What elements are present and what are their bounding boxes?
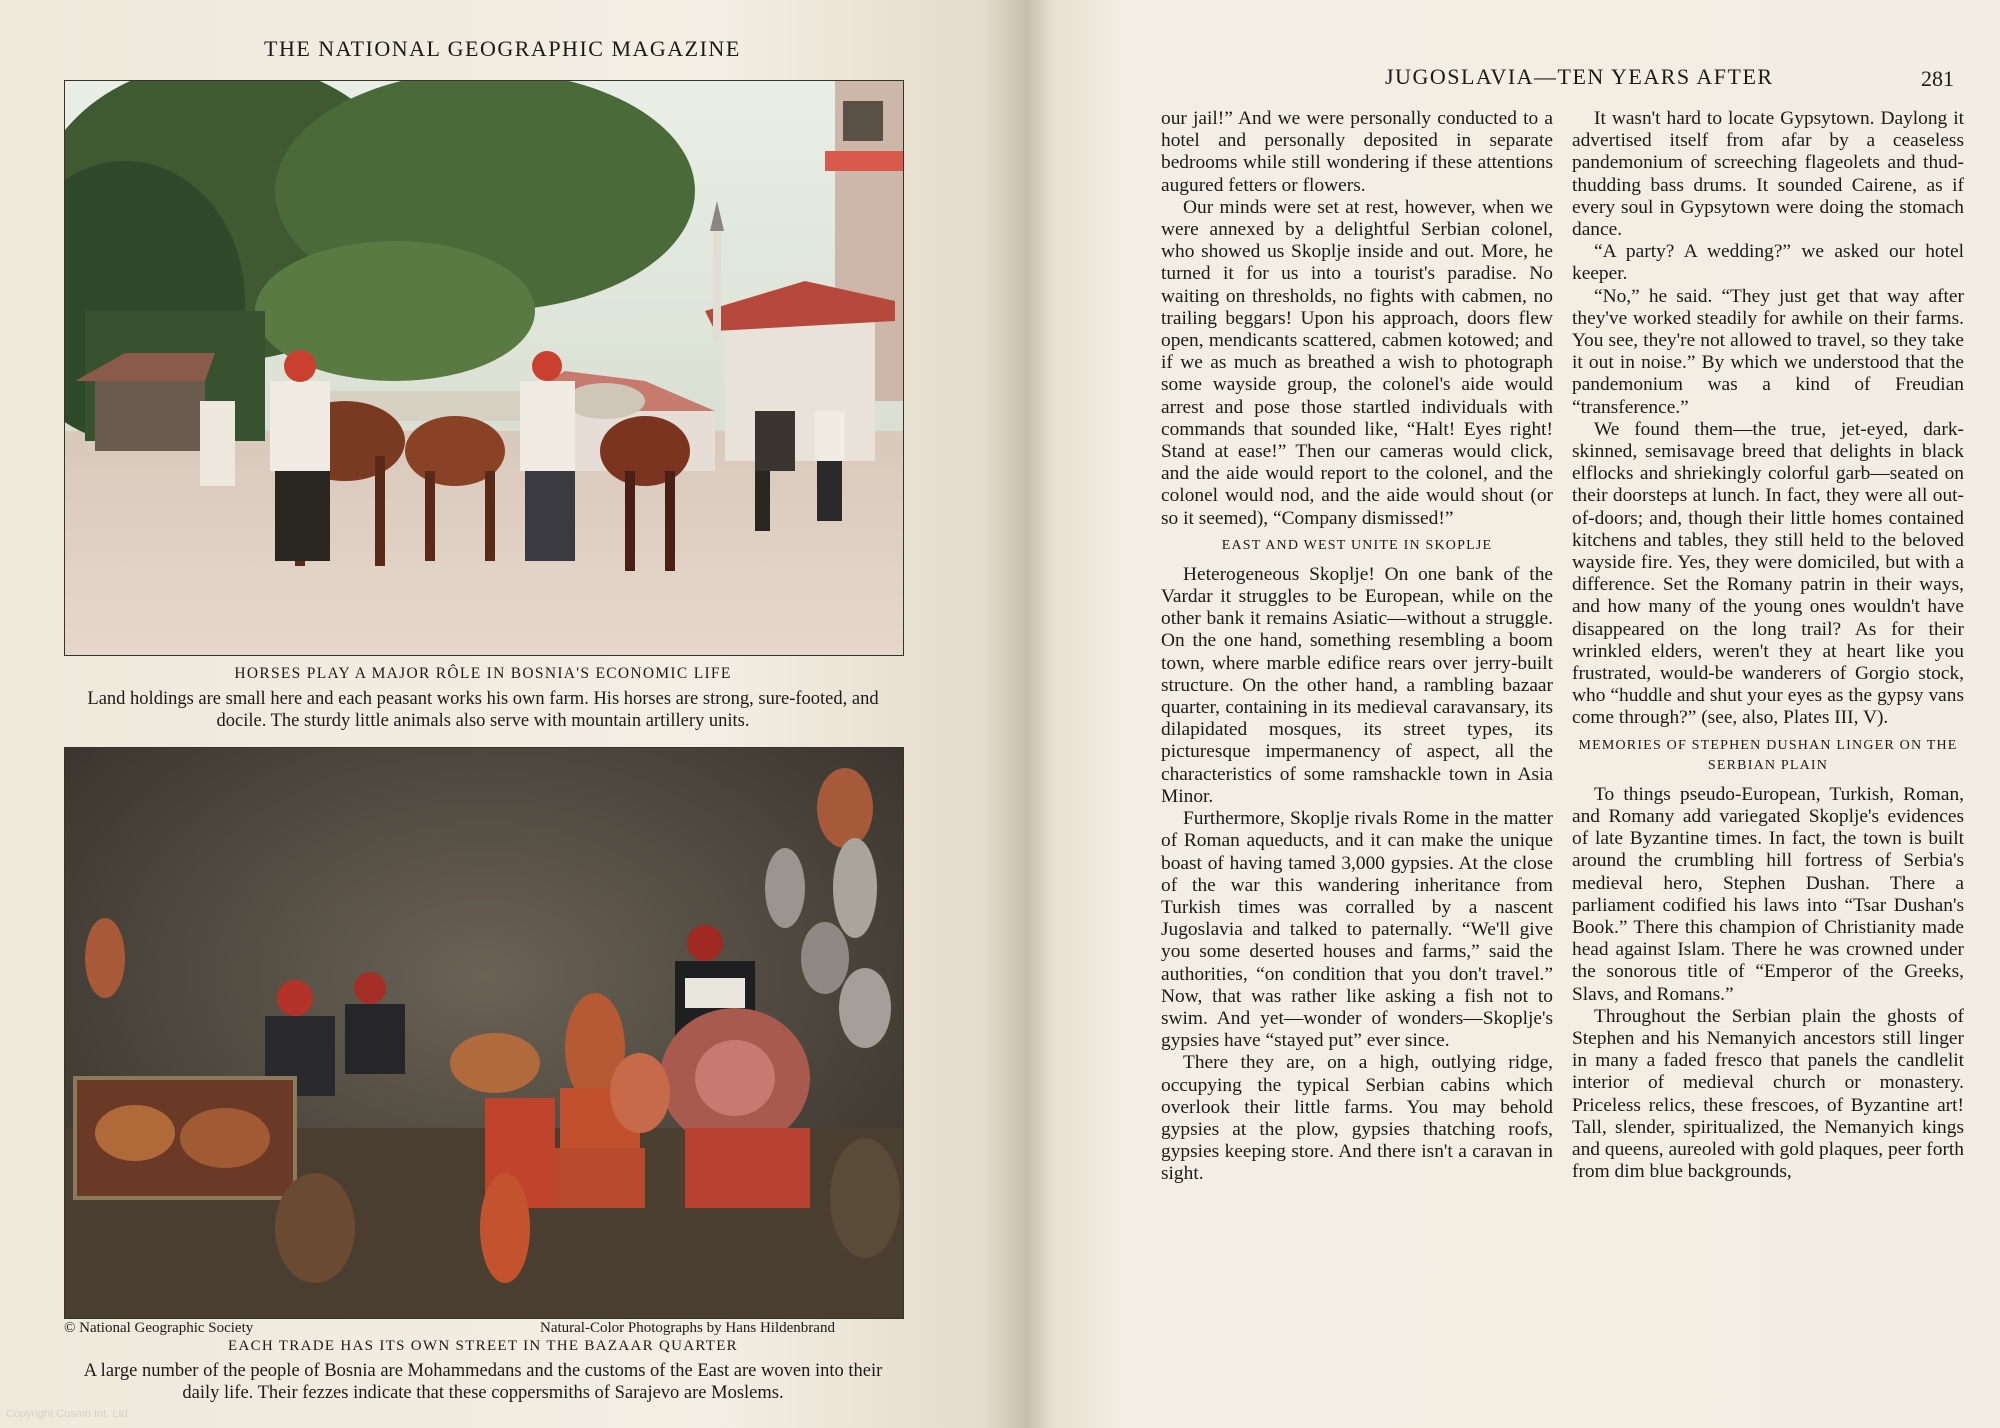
paragraph: “No,” he said. “They just get that way after they've worked steadily for awhile on their farms. You see, they're not allowed to travel, so they take it out in noise.” By which we understood that the pandemonium was a kind of Freudian “transference.” — [1572, 285, 1964, 418]
page-number: 281 — [1921, 66, 1954, 91]
paragraph: To things pseudo-European, Turkish, Roman, and Romany add variegated Skoplje's evidences of late Byzantine times. In fact, the town is built around the crumbling hill fortress of Serbia's medieval hero, Stephen Dushan. There a parliament codified his laws into “Tsar Dushan's Book.” There this champion of Christianity made head against Islam. There he was crowned under the sonorous title of “Emperor of the Greeks, Slavs, and Romans.” — [1572, 783, 1964, 1005]
paragraph: Our minds were set at rest, however, when we were annexed by a delightful Serbian colonel, who showed us Skoplje inside and out. More, he turned it for us into a tourist's paradise. No waiting on thresholds, no fights with cabmen, no trailing beggars! Upon his approach, doors flew open, mendicants scattered, cabmen kotowed; and if we as much as breathed a wish to photograph some wayside group, the colonel's aide would arrest and pose those startled individuals with commands that sounded like, “Halt! Eyes right! Stand at ease!” Then our cameras would click, and the aide would report to the colonel, and the colonel would nod, and the aide would shout (or so it seemed), “Company dismissed!” — [1161, 196, 1553, 529]
photo1-caption-title: HORSES PLAY A MAJOR RÔLE IN BOSNIA'S ECONOMIC LIFE — [234, 665, 732, 682]
text-column-1 — [1161, 108, 1553, 1186]
running-head-left: THE NATIONAL GEOGRAPHIC MAGAZINE — [264, 36, 741, 61]
paragraph: We found them—the true, jet-eyed, dark-skinned, semisavage breed that delights in black elflocks and shriekingly colorful garb—seated on their doorsteps at lunch. In fact, they were all out-of-doors; and, though their little homes contained kitchens and tables, they still held to the beloved wayside fire. Yes, they were domiciled, but with a difference. Set the Romany patrin in their ways, and how many of the young ones wouldn't have disappeared on the long trail? As for their wrinkled elders, weren't they at heart like you frustrated, would-be wanderers of Gorgio stock, who “huddle and shut your eyes as the gypsy vans come through?” (see, also, Plates III, V). — [1572, 418, 1964, 729]
photo-horses-street — [64, 80, 904, 656]
photo-coppersmiths-bazaar — [64, 747, 904, 1319]
right-page — [1025, 0, 2000, 1428]
paragraph: Heterogeneous Skoplje! On one bank of the Vardar it struggles to be European, while on the other bank it remains Asiatic—without a struggle. On the one hand, something resembling a boom town, where marble edifice rears over jerry-built structure. On the other hand, a rambling bazaar quarter, containing in its medieval caravansary, its dilapidated mosques, its street types, its picturesque impermanency of aspect, all the characteristics of some ramshackle town in Asia Minor. — [1161, 563, 1553, 807]
photo2-credit-left: © National Geographic Society — [64, 1320, 254, 1336]
section-heading: EAST AND WEST UNITE IN SKOPLJE — [1221, 537, 1493, 553]
photo2-caption-text: A large number of the people of Bosnia are Mohammedans and the customs of the East are woven into their daily life. Their fezzes indicate that these coppersmiths of Sarajevo are Moslems. — [83, 1361, 883, 1403]
paragraph: Furthermore, Skoplje rivals Rome in the matter of Roman aqueducts, and it can make the unique boast of having tamed 3,000 gypsies. At the close of the war this wandering inheritance from Turkish times was corralled by a nascent Jugoslavia and talked to paternally. “We'll give you some deserted houses and farms,” said the authorities, “on condition that you don't travel.” Now, that was rather like asking a fish not to swim. And yet—wonder of wonders—Skoplje's gypsies have “stayed put” ever since. — [1161, 808, 1553, 1052]
photo2-credit-right: Natural-Color Photographs by Hans Hildenbrand — [540, 1320, 835, 1336]
photo1-caption-text: Land holdings are small here and each peasant works his own farm. His horses are strong, sure-footed, and docile. The sturdy little animals also serve with mountain artillery units. — [87, 689, 879, 731]
photo2-caption-title: EACH TRADE HAS ITS OWN STREET IN THE BAZAAR QUARTER — [228, 1338, 738, 1354]
text-column-2 — [1572, 108, 1964, 1183]
section-heading: MEMORIES OF STEPHEN DUSHAN LINGER ON THE SERBIAN PLAIN — [1578, 737, 1958, 773]
paragraph: “A party? A wedding?” we asked our hotel keeper. — [1572, 241, 1964, 285]
paragraph: It wasn't hard to locate Gypsytown. Daylong it advertised itself from afar by a ceaseless pandemonium of screeching flageolets and thud-thudding bass drums. It sounded Cairene, as if every soul in Gypsytown were doing the stomach dance. — [1572, 108, 1964, 241]
copyright-watermark: Copyright Cosmo Int. Ltd — [6, 1408, 128, 1420]
paragraph: Throughout the Serbian plain the ghosts of Stephen and his Nemanyich ancestors still linger in many a faded fresco that panels the candlelit interior of medieval church or monastery. Priceless relics, these frescoes, of Byzantine art! Tall, slender, spiritualized, the Nemanyich kings and queens, aureoled with gold plaques, peer forth from dim blue backgrounds, — [1572, 1005, 1964, 1183]
paragraph: our jail!” And we were personally conducted to a hotel and personally deposited in separate bedrooms while still wondering if these attentions augured fetters or flowers. — [1161, 108, 1553, 196]
running-head-right: JUGOSLAVIA—TEN YEARS AFTER — [1385, 64, 1774, 89]
paragraph: There they are, on a high, outlying ridge, occupying the typical Serbian cabins which overlook their little farms. You may behold gypsies at the plow, gypsies thatching roofs, gypsies keeping store. And there isn't a caravan in sight. — [1161, 1052, 1553, 1185]
